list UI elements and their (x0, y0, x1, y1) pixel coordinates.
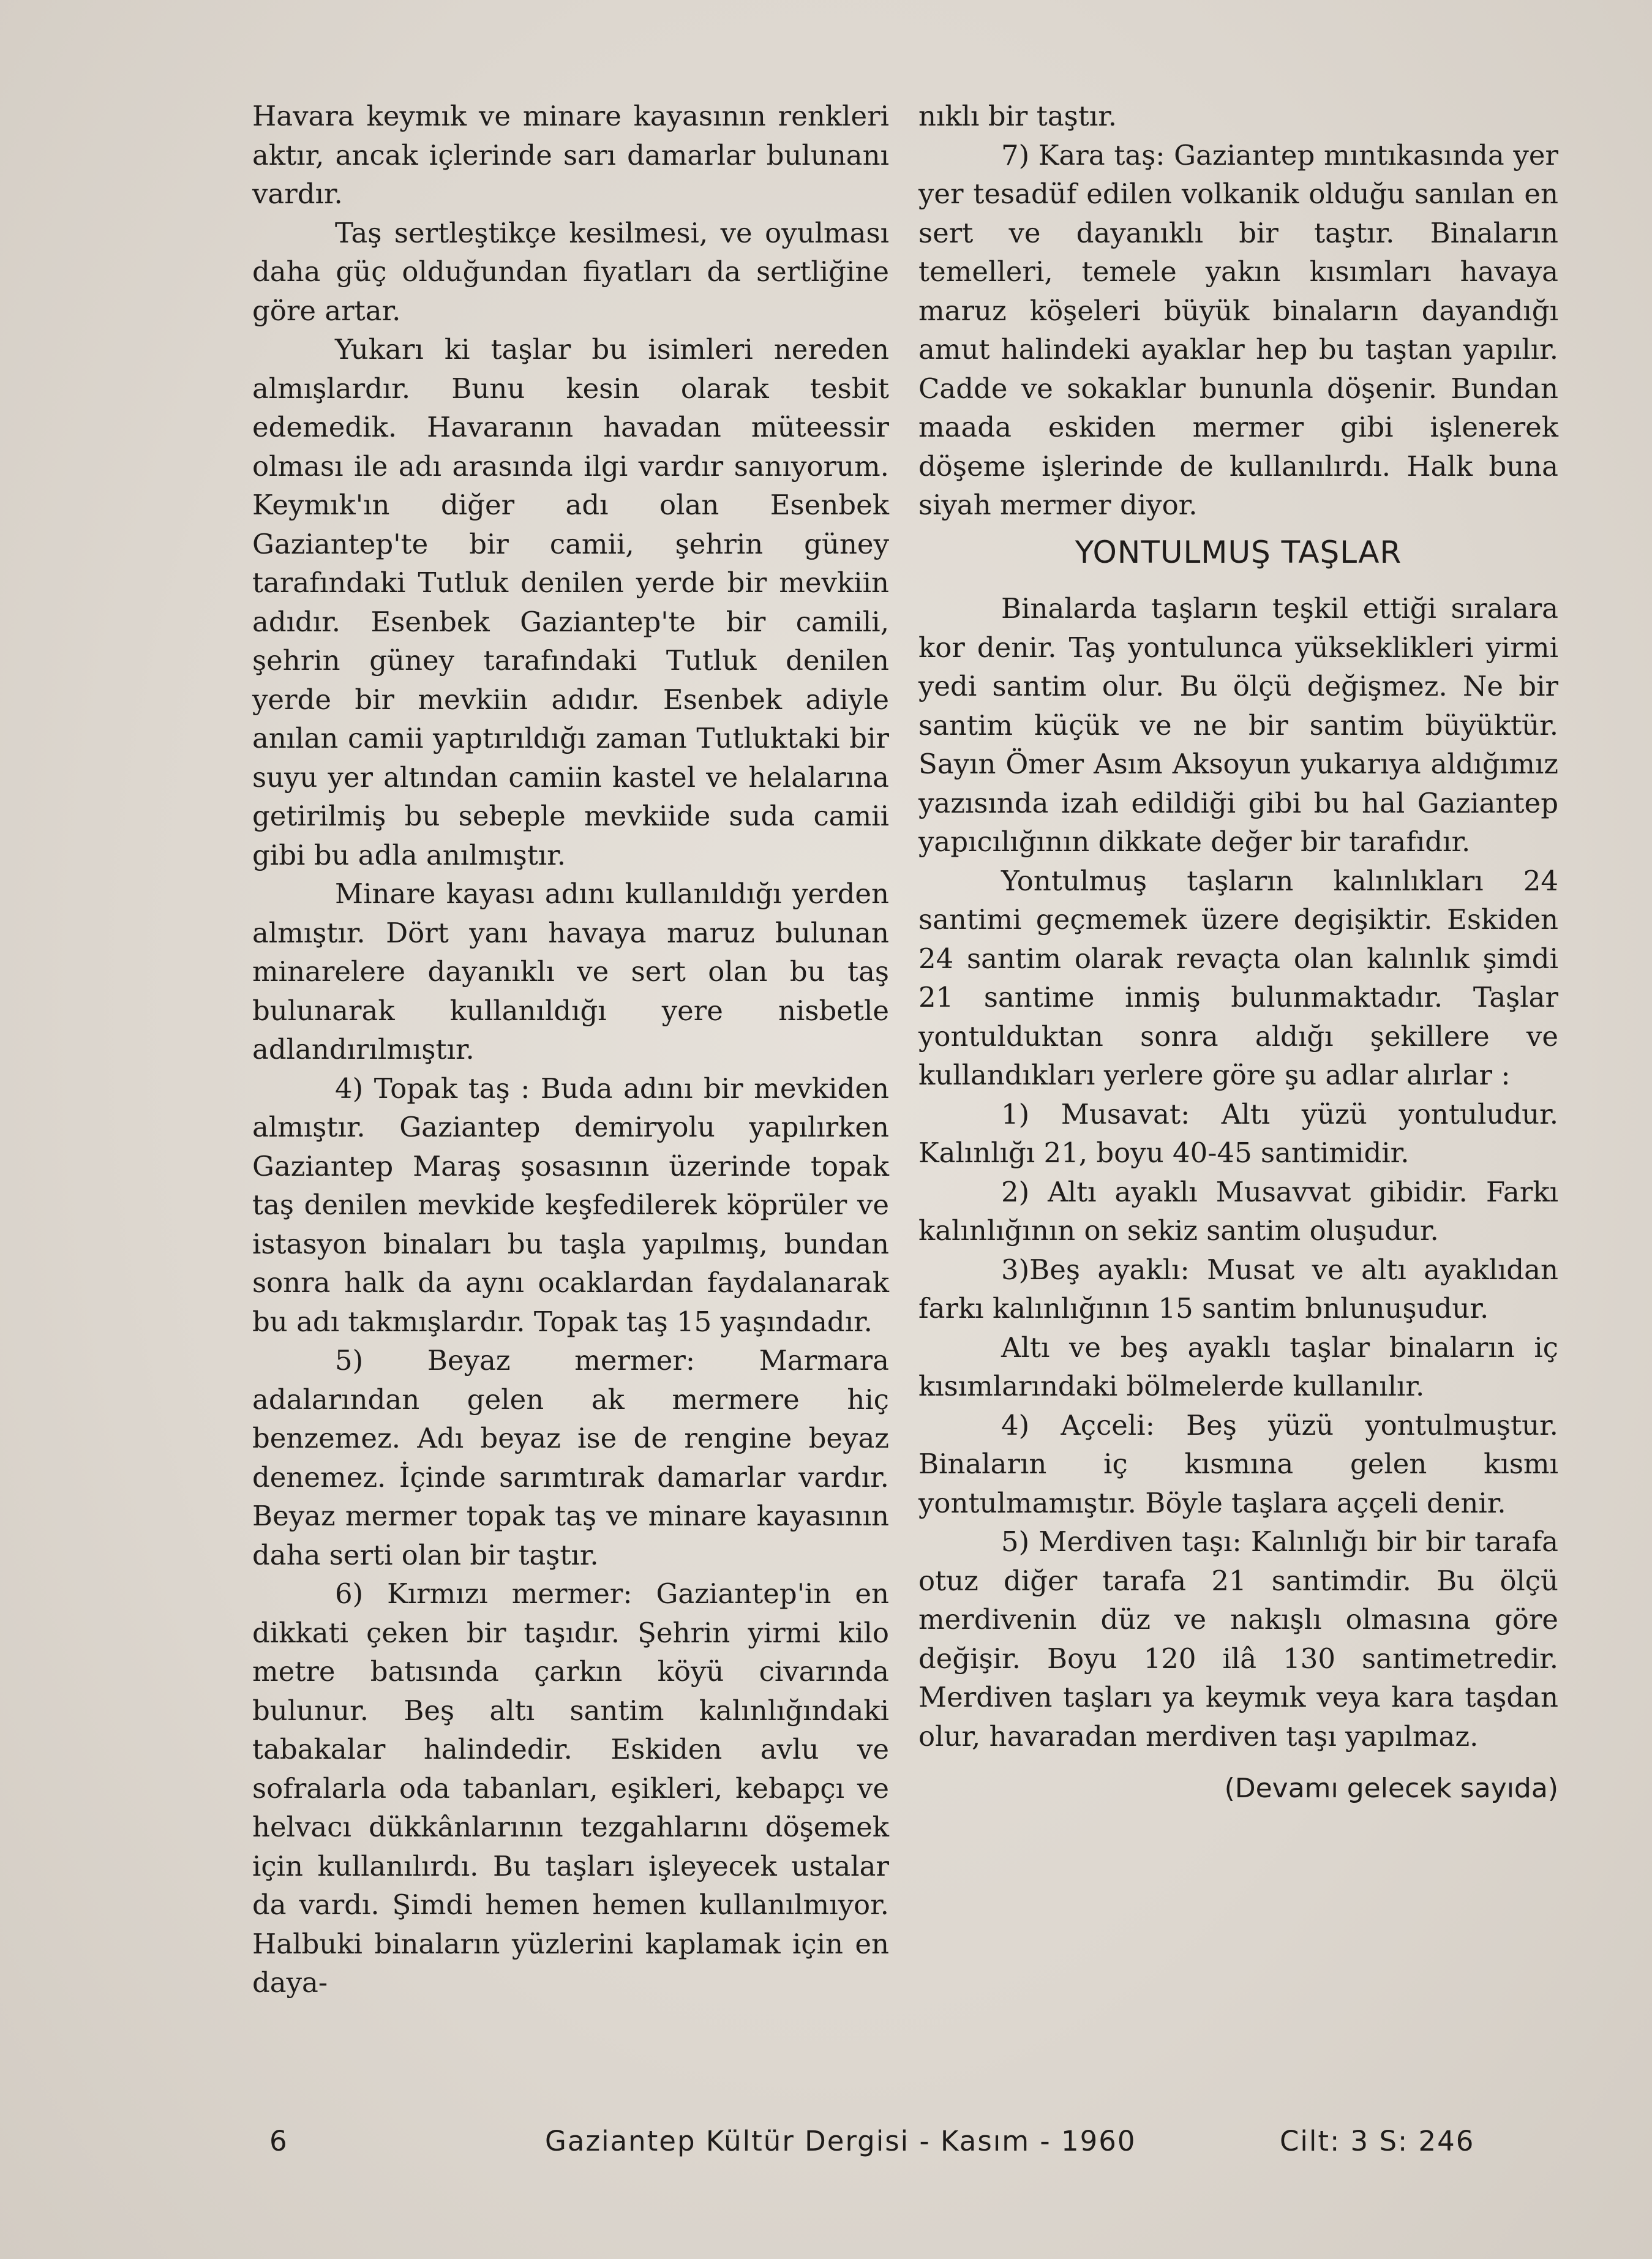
paragraph: Yontulmuş taşların kalınlıkları 24 santimi geçmemek üzere degişiktir. Eskiden 24 santim olarak revaçta olan kalınlık şimdi 21 santime inmiş bulunmaktadır. Taşlar yontulduktan sonra aldığı şekillere ve kullandıkları yerlere göre şu adlar alırlar : (918, 864, 1558, 1091)
paragraph: Binalarda taşların teşkil ettiği sıralara kor denir. Taş yontulunca yükseklikleri yirmi yedi santim olur. Bu ölçü değişmez. Ne bir santim küçük ve ne bir santim büyüktür. Sayın Ömer Asım Aksoyun yukarıya aldığımız yazısında izah edildiği gibi bu hal Gaziantep yapıcılığının dikkate değer bir tarafıdır. (918, 592, 1558, 858)
paragraph: Altı ve beş ayaklı taşlar binaların iç kısımlarındaki bölmelerde kullanılır. (918, 1331, 1558, 1402)
paragraph: Minare kayası adını kullanıldığı yerden almıştır. Dört yanı havaya maruz bulunan minarelere dayanıklı ve sert olan bu taş bulunarak kullanıldığı yere nisbetle adlandırılmıştır. (252, 878, 889, 1066)
volume-issue: Cilt: 3 S: 246 (1280, 2125, 1475, 2157)
paragraph: 4) Topak taş : Buda adını bir mevkiden almıştır. Gaziantep demiryolu yapılırken Gaziantep Maraş şosasının üzerinde topak taş denilen mevkide keşfedilerek köprüler ve istasyon binaları bu taşla yapılmış, bundan sonra halk da aynı ocaklardan faydalanarak bu adı takmışlardır. Topak taş 15 yaşındadır. (252, 1072, 889, 1338)
paragraph: 6) Kırmızı mermer: Gaziantep'in en dikkati çeken bir taşıdır. Şehrin yirmi kilo metre batısında çarkın köyü civarında bulunur. Beş altı santim kalınlığındaki tabakalar halindedir. Eskiden avlu ve sofralarla oda tabanları, eşikleri, kebapçı ve helvacı dükkânlarının tezgahlarını döşemek için kullanılırdı. Bu taşları işleyecek ustalar da vardı. Şimdi hemen hemen kullanılmıyor. Halbuki binaların yüzlerini kaplamak için en daya- (252, 1577, 889, 1999)
paragraph: nıklı bir taştır. (918, 100, 1117, 132)
paragraph: 3)Beş ayaklı: Musat ve altı ayaklıdan farkı kalınlığının 15 santim bnlunuşudur. (918, 1253, 1558, 1325)
paragraph: Yukarı ki taşlar bu isimleri nereden almışlardır. Bunu kesin olarak tesbit edemedik. Havaranın havadan müteessir olması ile adı arasında ilgi vardır sanıyorum. Keymık'ın diğer adı olan Esenbek Gaziantep'te bir camii, şehrin güney tarafındaki Tutluk denilen yerde bir mevkiin adıdır. Esenbek Gaziantep'te bir camili, şehrin güney tarafındaki Tutluk denilen yerde bir mevkiin adıdır. Esenbek adiyle anılan camii yaptırıldığı zaman Tutluktaki bir suyu yer altından camiin kastel ve helalarına getirilmiş bu sebeple mevkiide suda camii gibi bu adla anılmıştır. (252, 333, 889, 871)
continued-note: (Devamı gelecek sayıda) (1224, 1773, 1558, 1804)
paragraph: 4) Açceli: Beş yüzü yontulmuştur. Binaların iç kısmına gelen kısmı yontulmamıştır. Böyle taşlara aççeli denir. (918, 1408, 1558, 1519)
paragraph: 1) Musavat: Altı yüzü yontuludur. Kalınlığı 21, boyu 40-45 santimidir. (918, 1097, 1558, 1169)
section-heading: YONTULMUŞ TAŞLAR (1075, 534, 1402, 570)
magazine-title: Gaziantep Kültür Dergisi - Kasım - 1960 (545, 2125, 1136, 2157)
page-number: 6 (269, 2125, 288, 2157)
right-column (918, 97, 1558, 1808)
paragraph: 5) Beyaz mermer: Marmara adalarından gelen ak mermere hiç benzemez. Adı beyaz ise de rengine beyaz denemez. İçinde sarımtırak damarlar vardır. Beyaz mermer topak taş ve minare kayasının daha serti olan bir taştır. (252, 1344, 889, 1571)
paragraph: Havara keymık ve minare kayasının renkleri aktır, ancak içlerinde sarı damarlar bulunanı vardır. (252, 100, 889, 210)
paragraph: 7) Kara taş: Gaziantep mıntıkasında yer yer tesadüf edilen volkanik olduğu sanılan en sert ve dayanıklı bir taştır. Binaların temelleri, temele yakın kısımları havaya maruz köşeleri büyük binaların dayandığı amut halindeki ayaklar hep bu taştan yapılır. Cadde ve sokaklar bununla döşenir. Bundan maada eskiden mermer gibi işlenerek döşeme işlerinde de kullanılırdı. Halk buna siyah mermer diyor. (918, 138, 1558, 521)
left-column (252, 97, 889, 2002)
paragraph: 5) Merdiven taşı: Kalınlığı bir bir tarafa otuz diğer tarafa 21 santimdir. Bu ölçü merdivenin düz ve nakışlı olmasına göre değişir. Boyu 120 ilâ 130 santimetredir. Merdiven taşları ya keymık veya kara taşdan olur, havaradan merdiven taşı yapılmaz. (918, 1525, 1558, 1753)
paragraph: 2) Altı ayaklı Musavvat gibidir. Farkı kalınlığının on sekiz santim oluşudur. (918, 1175, 1558, 1247)
paragraph: Taş sertleştikçe kesilmesi, ve oyulması daha güç olduğundan fiyatları da sertliğine göre artar. (252, 216, 889, 327)
